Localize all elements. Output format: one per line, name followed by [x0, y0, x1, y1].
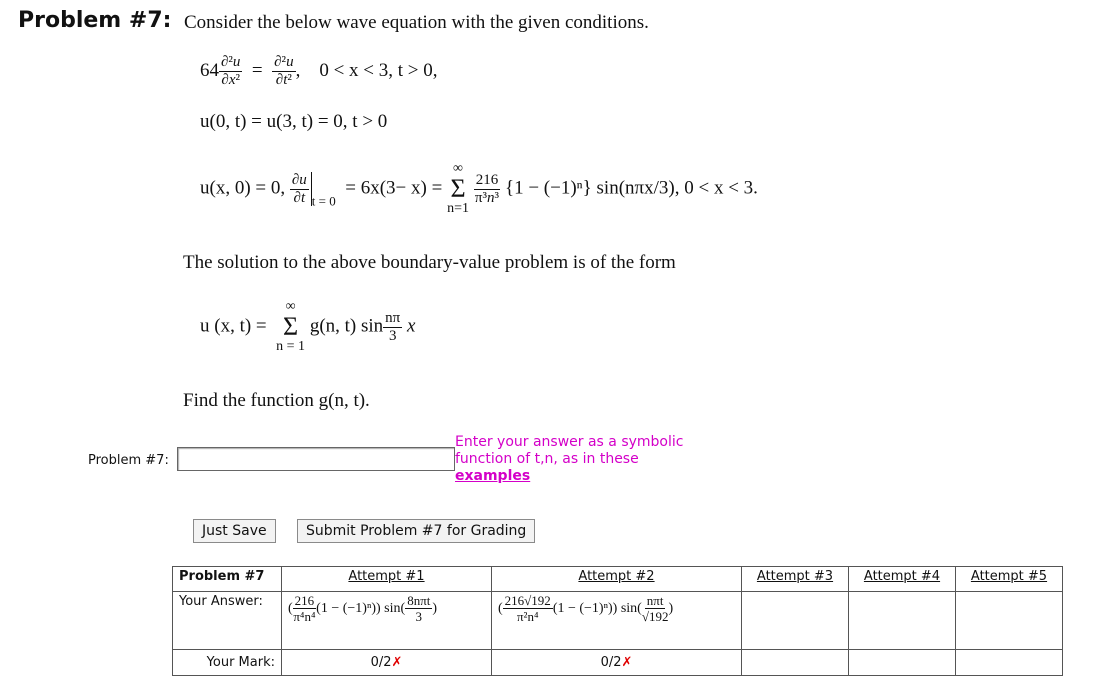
submit-grading-button[interactable]: Submit Problem #7 for Grading [297, 519, 535, 543]
attempt-3-mark [742, 650, 849, 676]
examples-link[interactable]: examples [455, 468, 531, 484]
d2u-dx2: $\frac{\text{∂²u}}{\text{∂x²}}$ [221, 54, 241, 88]
incorrect-icon: ✗ [391, 655, 403, 670]
attempts-corner: Problem #7 [173, 567, 282, 592]
incorrect-icon: ✗ [621, 655, 633, 670]
attempt-4-mark [849, 650, 956, 676]
solution-frequency: $\frac{n\pi}{3}$ [385, 309, 401, 344]
attempt-2-answer: ( $\frac{216√192}{\text{π²n⁴}}$ (1 − (−1)ⁿ)) sin( $\frac{\text{nπt}}{√192}$ ) [492, 592, 742, 650]
attempt-5-header[interactable]: Attempt #5 [956, 567, 1063, 592]
your-mark-label: Your Mark: [173, 650, 282, 676]
attempt-5-answer [956, 592, 1063, 650]
attempt-3-answer [742, 592, 849, 650]
solution-form [200, 300, 415, 354]
solution-body: g(n, t) sin [309, 315, 384, 337]
d2u-dt2: $\frac{\text{∂²u}}{\text{∂t²}}$ [274, 54, 294, 88]
attempt-1-mark: 0/2✗ [282, 650, 492, 676]
initial-conditions: u(x, 0) = 0, $\frac{\partial u}{\partial t}$ $_{t = 0}$ = 6x(3− x) = ∞ Σ n=1 $\frac{216}{\text{π³n³}}$ {1 − (−1)ⁿ} sin(nπx/3), 0 < x < 3. [200, 161, 758, 216]
attempts-table [172, 566, 1063, 676]
attempt-5-mark [956, 650, 1063, 676]
answer-input[interactable] [177, 447, 455, 471]
answer-hint: Enter your answer as a symbolic function of t,n, as in these examples [455, 434, 684, 484]
attempt-1-answer: ( $\frac{216}{\text{π⁴n⁴}}$ (1 − (−1)ⁿ)) sin( $\frac{\text{8nπt}}{3}$ ) [282, 592, 492, 650]
solution-tail: x [407, 315, 416, 337]
attempt-2-header[interactable]: Attempt #2 [492, 567, 742, 592]
solution-description: The solution to the above boundary-value problem is of the form [183, 252, 676, 273]
your-answer-label: Your Answer: [173, 592, 282, 650]
du-dt: $\frac{\partial u}{\partial t}$ [291, 171, 307, 206]
ic-displacement: u(x, 0) = 0, [200, 177, 286, 199]
boundary-conditions: u(0, t) = u(3, t) = 0, t > 0 [200, 111, 388, 132]
solution-summation: ∞ Σ n = 1 [276, 299, 306, 354]
attempt-4-header[interactable]: Attempt #4 [849, 567, 956, 592]
attempt-4-answer [849, 592, 956, 650]
pde-domain: 0 < x < 3, t > 0, [319, 59, 438, 81]
answer-label: Problem #7: [88, 453, 169, 468]
just-save-button[interactable]: Just Save [193, 519, 276, 543]
ic-velocity: = 6x(3− x) = [345, 177, 443, 199]
problem-intro: Consider the below wave equation with the given conditions. [184, 12, 649, 33]
ic-series-term: {1 − (−1)ⁿ} sin(nπx/3), 0 < x < 3. [504, 177, 758, 199]
pde-coefficient: 64 [200, 59, 219, 81]
attempt-3-header[interactable]: Attempt #3 [742, 567, 849, 592]
attempt-1-header[interactable]: Attempt #1 [282, 567, 492, 592]
attempt-2-mark: 0/2✗ [492, 650, 742, 676]
ic-summation: ∞ Σ n=1 [447, 161, 469, 216]
find-instruction: Find the function g(n, t). [183, 390, 370, 411]
problem-title: Problem #7: [18, 8, 172, 33]
pde-equation: 64 $\frac{\text{∂²u}}{\text{∂x²}}$ = $\frac{\text{∂²u}}{\text{∂t²}}$ , 0 < x < 3, t > 0, [200, 54, 438, 88]
ic-coefficient: $\frac{216}{\text{π³n³}}$ [474, 171, 499, 206]
solution-lhs: u (x, t) = [200, 315, 267, 337]
